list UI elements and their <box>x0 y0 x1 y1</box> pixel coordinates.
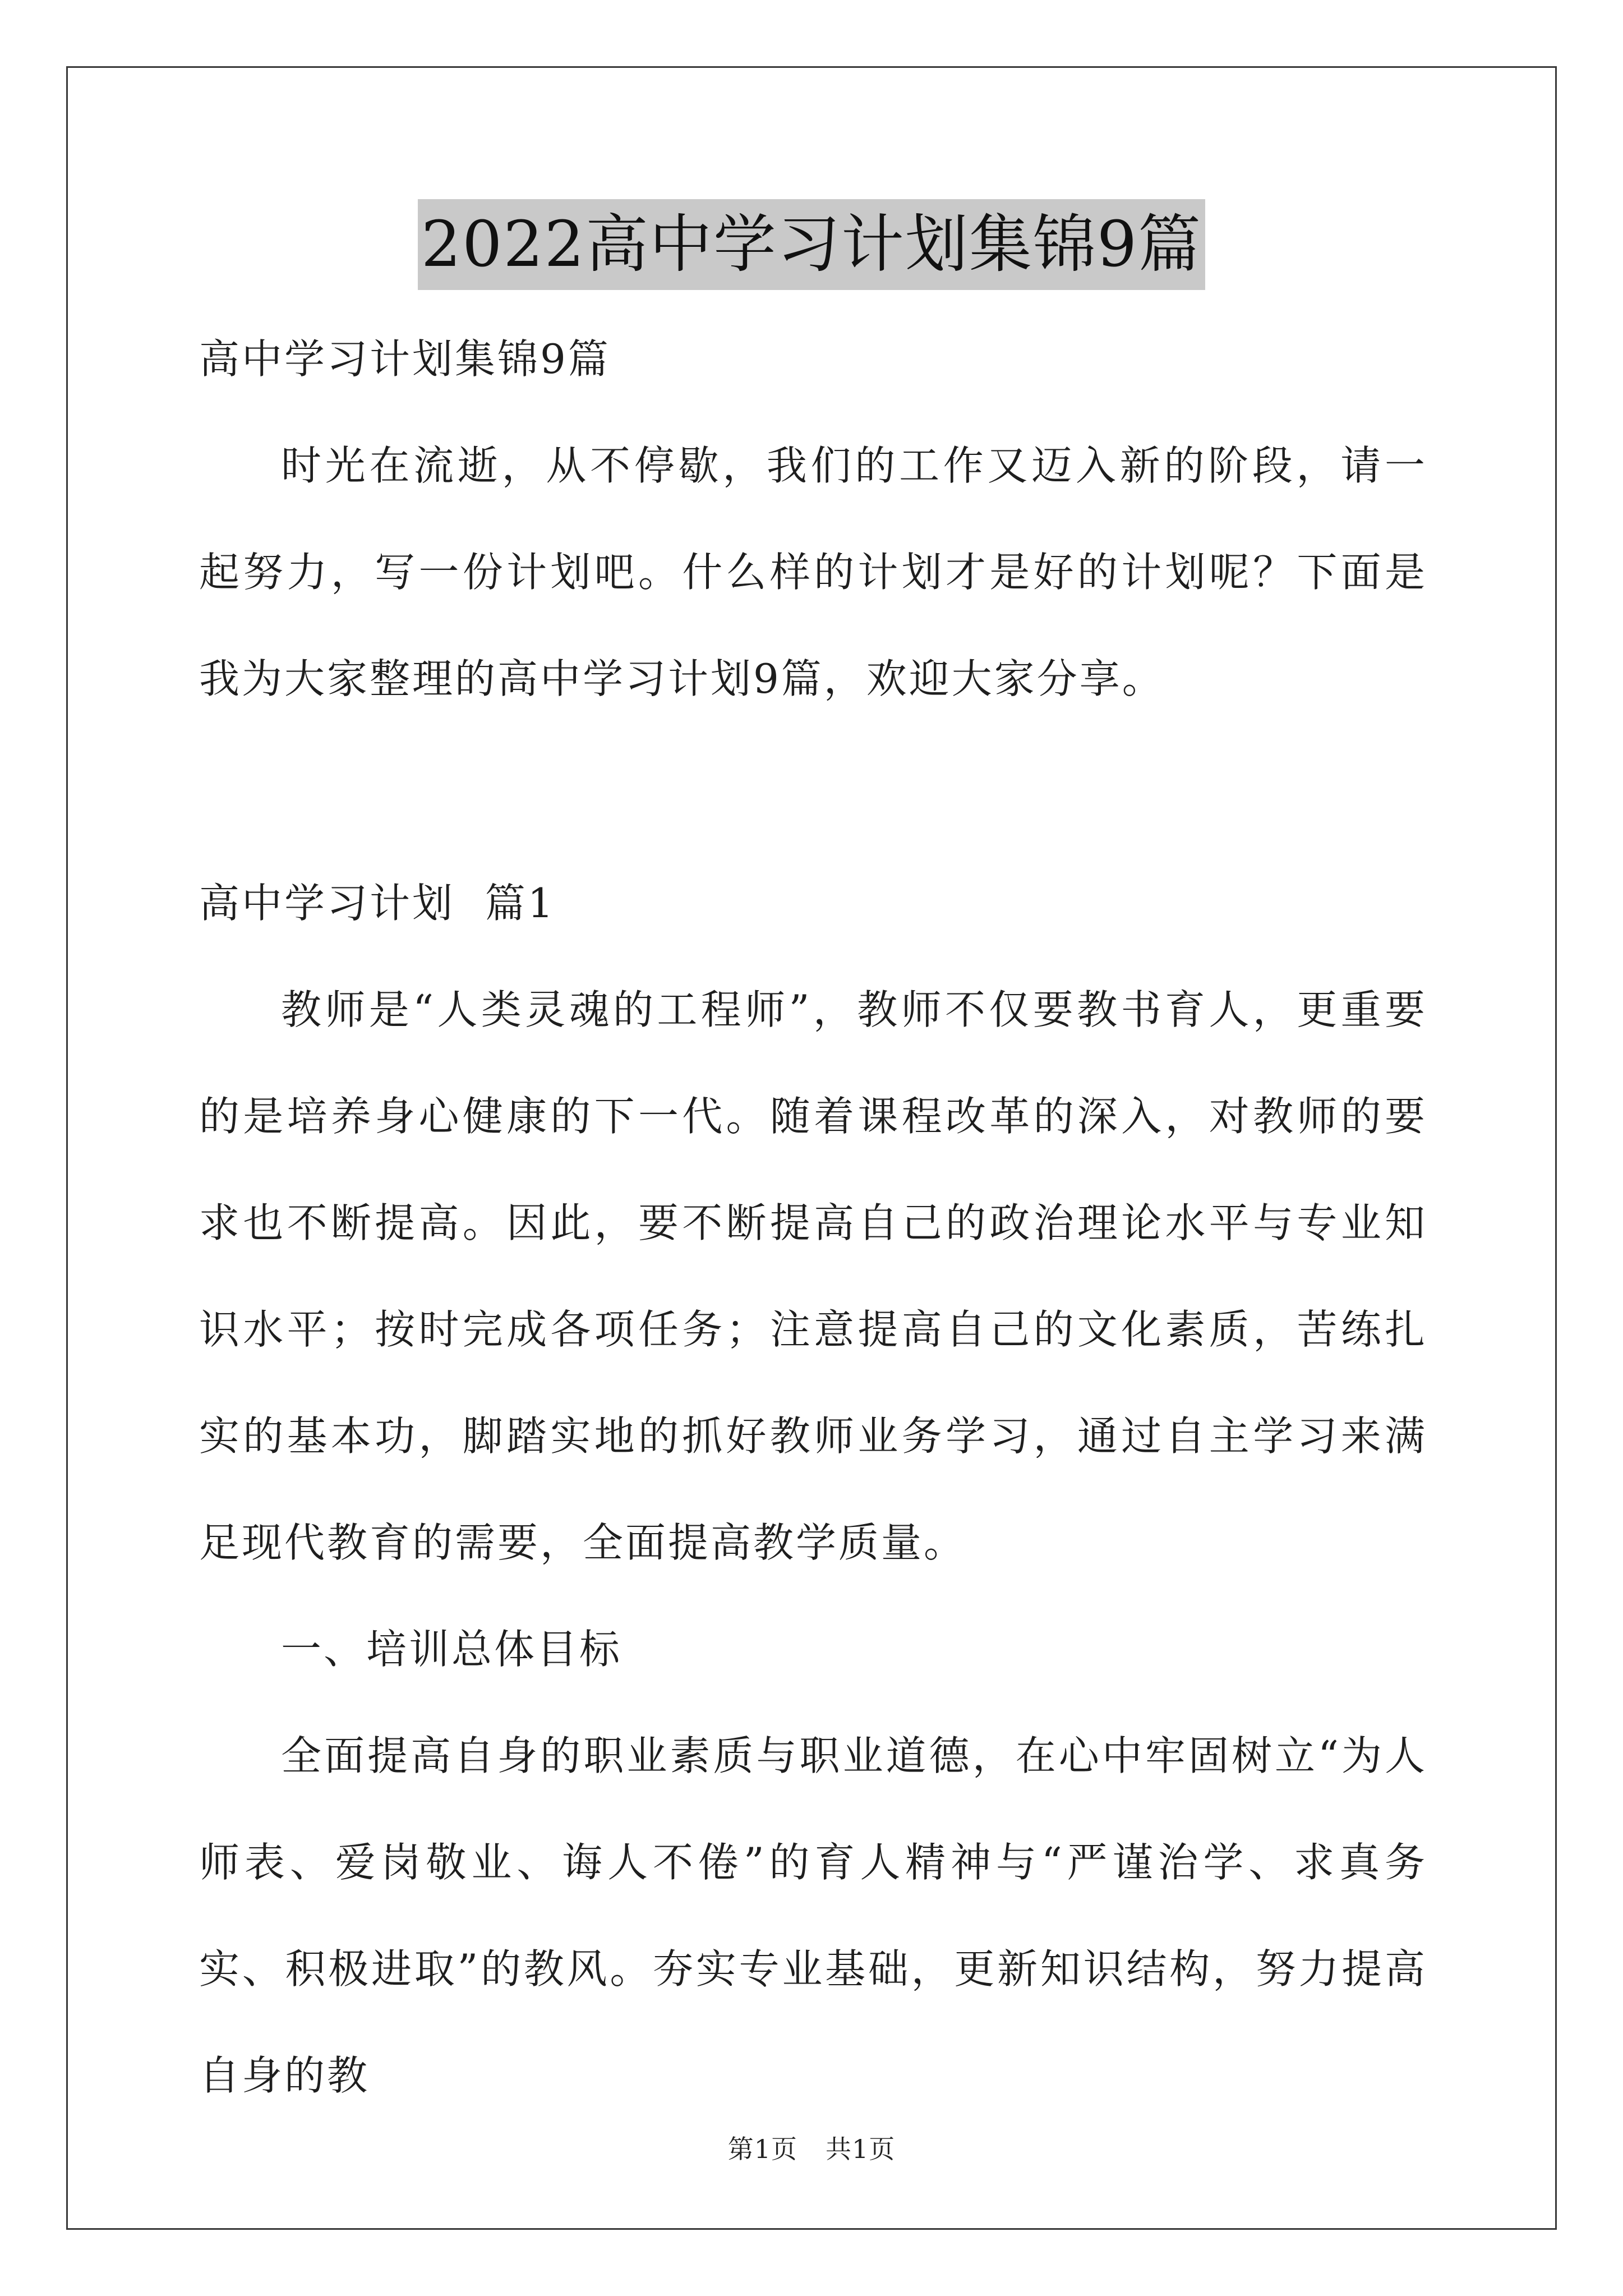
section-sub-heading: 一、培训总体目标 <box>281 1626 623 1673</box>
section-paragraph-2: 全面提高自身的职业素质与职业道德，在心中牢固树立“为人师表、爱岗敬业、诲人不倦”的育人精神与“严谨治学、求真务实、积极进取”的教风。夯实专业基础，更新知识结构，努力提高自身的教 <box>199 1732 1427 2099</box>
title-container <box>0 199 1623 290</box>
document-body <box>199 306 1427 732</box>
page-total: 共1页 <box>826 2134 896 2164</box>
document-title: 2022高中学习计划集锦9篇 <box>418 199 1205 290</box>
section-paragraph-1: 教师是“人类灵魂的工程师”，教师不仅要教书育人，更重要的是培养身心健康的下一代。随着课程改革的深入，对教师的要求也不断提高。因此，要不断提高自己的政治理论水平与专业知识水平；按时完成各项任务；注意提高自己的文化素质，苦练扎实的基本功，脚踏实地的抓好教师业务学习，通过自主学习来满足现代教育的需要，全面提高教学质量。 <box>199 986 1427 1566</box>
page-footer <box>0 2129 1623 2166</box>
document-subtitle: 高中学习计划集锦9篇 <box>199 335 611 383</box>
intro-paragraph: 时光在流逝，从不停歇，我们的工作又迈入新的阶段，请一起努力，写一份计划吧。什么样的计划才是好的计划呢？下面是我为大家整理的高中学习计划9篇，欢迎大家分享。 <box>199 442 1427 702</box>
page-number: 第1页 <box>727 2134 797 2164</box>
section-heading: 高中学习计划 篇1 <box>199 880 556 927</box>
section-1 <box>199 850 1427 2129</box>
